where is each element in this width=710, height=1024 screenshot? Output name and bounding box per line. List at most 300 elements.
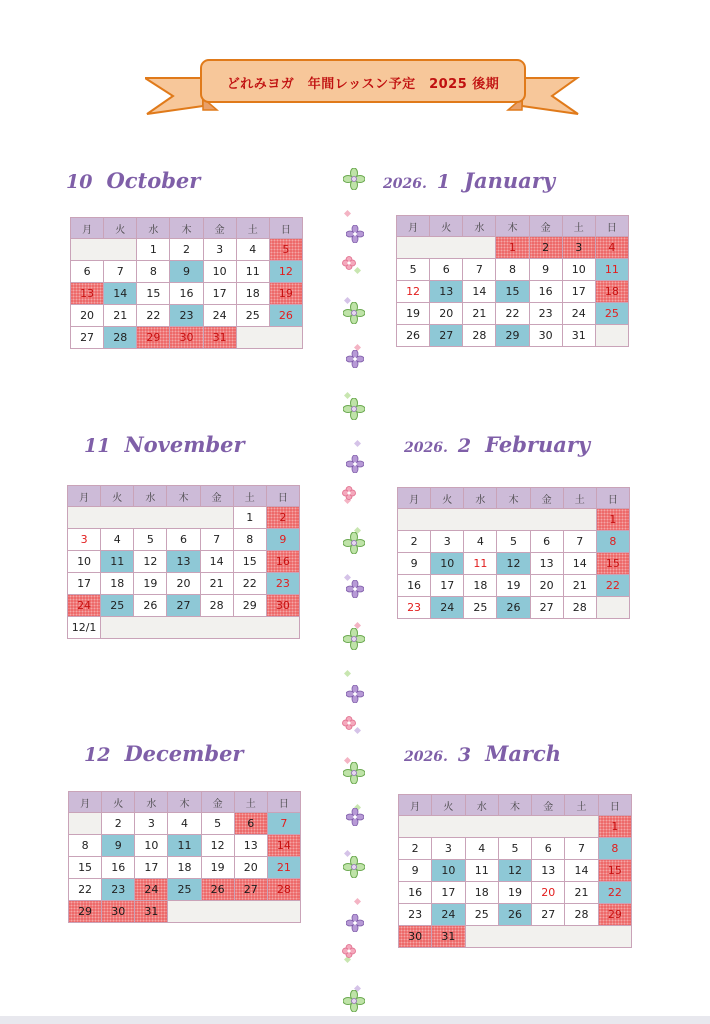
month-number: 1 <box>436 171 451 193</box>
day-cell: 26 <box>498 904 531 926</box>
day-cell: 17 <box>431 575 464 597</box>
calendar-march <box>398 794 632 948</box>
week-row <box>397 325 629 347</box>
day-cell: 21 <box>267 857 300 879</box>
month-title-january <box>383 168 555 193</box>
week-row <box>399 838 632 860</box>
day-cell: 8 <box>598 838 631 860</box>
day-cell: 6 <box>234 813 267 835</box>
month-number: 2 <box>457 435 472 457</box>
day-cell: 1 <box>596 509 629 531</box>
day-cell: 15 <box>137 283 170 305</box>
day-cell: 4 <box>236 239 269 261</box>
week-row <box>399 904 632 926</box>
day-cell: 29 <box>233 595 266 617</box>
day-cell: 11 <box>168 835 201 857</box>
weekday-label: 土 <box>563 488 596 509</box>
weekday-label: 月 <box>397 216 430 237</box>
day-cell: 20 <box>71 305 104 327</box>
day-cell: 5 <box>397 259 430 281</box>
day-cell: 10 <box>68 551 101 573</box>
day-cell: 8 <box>596 531 629 553</box>
weekday-label: 水 <box>463 216 496 237</box>
day-cell: 26 <box>269 305 302 327</box>
week-row <box>398 553 630 575</box>
day-cell: 7 <box>267 813 300 835</box>
month-title-march <box>404 741 561 766</box>
pink-flower-icon <box>342 485 356 504</box>
day-cell: 18 <box>595 281 628 303</box>
day-cell: 21 <box>565 882 598 904</box>
weekday-label: 水 <box>464 488 497 509</box>
month-year: 2026. <box>404 440 448 456</box>
week-row <box>397 237 629 259</box>
week-row <box>398 575 630 597</box>
purple-flower-icon <box>346 685 364 707</box>
diamond-dot-icon <box>354 890 361 909</box>
day-cell: 1 <box>137 239 170 261</box>
green-flower-icon <box>343 856 365 882</box>
day-cell: 22 <box>137 305 170 327</box>
week-row <box>399 860 632 882</box>
weekday-label: 日 <box>269 218 302 239</box>
weekday-header-row <box>68 486 300 507</box>
week-row <box>71 283 303 305</box>
month-year: 2026. <box>404 749 448 765</box>
day-cell: 16 <box>102 857 135 879</box>
day-cell: 4 <box>465 838 498 860</box>
day-cell: 26 <box>201 879 234 901</box>
day-cell: 3 <box>432 838 465 860</box>
day-cell: 10 <box>135 835 168 857</box>
calendar-december <box>68 791 301 923</box>
day-cell: 14 <box>200 551 233 573</box>
empty-cell <box>168 901 301 923</box>
day-cell: 15 <box>69 857 102 879</box>
day-cell: 8 <box>137 261 170 283</box>
diamond-dot-icon <box>354 432 361 451</box>
calendar-february <box>397 487 630 619</box>
empty-cell <box>398 509 597 531</box>
day-cell: 23 <box>170 305 203 327</box>
month-number: 3 <box>457 744 472 766</box>
day-cell: 15 <box>496 281 529 303</box>
day-cell: 24 <box>431 597 464 619</box>
day-cell: 11 <box>101 551 134 573</box>
day-cell: 23 <box>399 904 432 926</box>
day-cell: 13 <box>532 860 565 882</box>
green-flower-icon <box>343 762 365 788</box>
weekday-header-row <box>399 795 632 816</box>
day-cell: 25 <box>236 305 269 327</box>
weekday-label: 金 <box>532 795 565 816</box>
day-cell: 26 <box>134 595 167 617</box>
month-title-december <box>84 741 244 766</box>
empty-cell <box>465 926 631 948</box>
day-cell: 21 <box>104 305 137 327</box>
week-row <box>398 509 630 531</box>
day-cell: 29 <box>598 904 631 926</box>
day-cell: 1 <box>233 507 266 529</box>
day-cell: 27 <box>167 595 200 617</box>
weekday-label: 月 <box>71 218 104 239</box>
day-cell: 23 <box>529 303 562 325</box>
day-cell: 18 <box>236 283 269 305</box>
day-cell: 24 <box>68 595 101 617</box>
empty-cell <box>101 617 300 639</box>
day-cell: 30 <box>399 926 432 948</box>
day-cell: 6 <box>430 259 463 281</box>
day-cell: 28 <box>104 327 137 349</box>
empty-cell <box>397 237 496 259</box>
day-cell: 2 <box>102 813 135 835</box>
weekday-header-row <box>69 792 301 813</box>
day-cell: 2 <box>399 838 432 860</box>
day-cell: 19 <box>397 303 430 325</box>
month-title-october <box>66 168 200 193</box>
day-cell: 29 <box>496 325 529 347</box>
day-cell: 22 <box>496 303 529 325</box>
day-cell: 30 <box>266 595 299 617</box>
day-cell: 19 <box>497 575 530 597</box>
weekday-label: 水 <box>465 795 498 816</box>
week-row <box>68 507 300 529</box>
weekday-label: 火 <box>104 218 137 239</box>
day-cell: 17 <box>135 857 168 879</box>
weekday-label: 火 <box>432 795 465 816</box>
green-flower-icon <box>343 398 365 424</box>
month-name: January <box>464 168 556 193</box>
day-cell: 15 <box>233 551 266 573</box>
weekday-label: 火 <box>101 486 134 507</box>
day-cell: 31 <box>135 901 168 923</box>
purple-flower-icon <box>346 225 364 247</box>
green-flower-icon <box>343 302 365 328</box>
day-cell: 11 <box>595 259 628 281</box>
day-cell: 22 <box>233 573 266 595</box>
weekday-header-row <box>398 488 630 509</box>
day-cell: 12 <box>498 860 531 882</box>
day-cell: 19 <box>201 857 234 879</box>
month-number: 12 <box>84 744 111 766</box>
day-cell: 14 <box>563 553 596 575</box>
day-cell: 2 <box>266 507 299 529</box>
day-cell: 2 <box>170 239 203 261</box>
day-cell: 24 <box>432 904 465 926</box>
day-cell: 13 <box>234 835 267 857</box>
day-cell: 3 <box>68 529 101 551</box>
weekday-label: 木 <box>496 216 529 237</box>
day-cell: 30 <box>529 325 562 347</box>
day-cell: 17 <box>203 283 236 305</box>
purple-flower-icon <box>346 914 364 936</box>
empty-cell <box>399 816 599 838</box>
month-number: 10 <box>66 171 93 193</box>
day-cell: 21 <box>563 575 596 597</box>
month-title-february <box>404 432 590 457</box>
week-row <box>398 531 630 553</box>
weekday-label: 金 <box>530 488 563 509</box>
week-row <box>68 573 300 595</box>
day-cell: 24 <box>562 303 595 325</box>
day-cell: 28 <box>563 597 596 619</box>
day-cell: 27 <box>430 325 463 347</box>
week-row <box>398 597 630 619</box>
day-cell: 7 <box>565 838 598 860</box>
day-cell: 7 <box>563 531 596 553</box>
day-cell: 3 <box>562 237 595 259</box>
purple-flower-icon <box>346 580 364 602</box>
day-cell: 7 <box>200 529 233 551</box>
weekday-label: 木 <box>497 488 530 509</box>
day-cell: 31 <box>432 926 465 948</box>
day-cell: 10 <box>203 261 236 283</box>
day-cell: 18 <box>101 573 134 595</box>
weekday-label: 火 <box>431 488 464 509</box>
day-cell: 20 <box>167 573 200 595</box>
day-cell: 16 <box>529 281 562 303</box>
day-cell: 3 <box>135 813 168 835</box>
day-cell: 27 <box>71 327 104 349</box>
day-cell: 9 <box>102 835 135 857</box>
day-cell: 4 <box>464 531 497 553</box>
day-cell: 11 <box>465 860 498 882</box>
week-row <box>68 529 300 551</box>
weekday-label: 火 <box>102 792 135 813</box>
day-cell: 14 <box>463 281 496 303</box>
purple-flower-icon <box>346 350 364 372</box>
purple-flower-icon <box>346 455 364 477</box>
day-cell: 26 <box>397 325 430 347</box>
day-cell: 21 <box>200 573 233 595</box>
week-row <box>399 882 632 904</box>
day-cell: 9 <box>266 529 299 551</box>
pink-flower-icon <box>342 715 356 734</box>
day-cell: 3 <box>203 239 236 261</box>
day-cell: 5 <box>497 531 530 553</box>
day-cell: 9 <box>399 860 432 882</box>
week-row <box>71 239 303 261</box>
day-cell: 1 <box>496 237 529 259</box>
weekday-label: 金 <box>529 216 562 237</box>
day-cell: 26 <box>497 597 530 619</box>
day-cell: 4 <box>595 237 628 259</box>
day-cell: 9 <box>170 261 203 283</box>
day-cell: 12 <box>397 281 430 303</box>
month-number: 11 <box>84 435 111 457</box>
empty-cell <box>595 325 628 347</box>
day-cell: 30 <box>170 327 203 349</box>
day-cell: 28 <box>200 595 233 617</box>
day-cell: 21 <box>463 303 496 325</box>
day-cell: 8 <box>496 259 529 281</box>
green-flower-icon <box>343 532 365 558</box>
day-cell: 27 <box>234 879 267 901</box>
weekday-label: 木 <box>170 218 203 239</box>
day-cell: 24 <box>203 305 236 327</box>
day-cell: 4 <box>101 529 134 551</box>
green-flower-icon <box>343 990 365 1016</box>
weekday-label: 月 <box>68 486 101 507</box>
week-row <box>399 926 632 948</box>
day-cell: 23 <box>102 879 135 901</box>
day-cell: 31 <box>562 325 595 347</box>
day-cell: 28 <box>463 325 496 347</box>
week-row <box>397 303 629 325</box>
day-cell: 17 <box>432 882 465 904</box>
week-row <box>68 551 300 573</box>
day-cell: 5 <box>498 838 531 860</box>
week-row <box>397 259 629 281</box>
month-name: October <box>106 168 201 193</box>
day-cell: 5 <box>269 239 302 261</box>
day-cell: 18 <box>465 882 498 904</box>
day-cell: 11 <box>464 553 497 575</box>
week-row <box>71 327 303 349</box>
weekday-label: 木 <box>167 486 200 507</box>
week-row <box>68 595 300 617</box>
bottom-bar <box>0 1016 710 1024</box>
week-row <box>69 835 301 857</box>
week-row <box>399 816 632 838</box>
day-cell: 16 <box>399 882 432 904</box>
month-name: December <box>124 741 244 766</box>
weekday-label: 日 <box>598 795 631 816</box>
day-cell: 20 <box>532 882 565 904</box>
day-cell: 11 <box>236 261 269 283</box>
day-cell: 28 <box>565 904 598 926</box>
day-cell: 9 <box>529 259 562 281</box>
week-row <box>69 813 301 835</box>
day-cell: 6 <box>532 838 565 860</box>
green-flower-icon <box>343 168 365 194</box>
weekday-label: 水 <box>137 218 170 239</box>
title-banner <box>145 54 580 124</box>
weekday-label: 日 <box>267 792 300 813</box>
day-cell: 4 <box>168 813 201 835</box>
weekday-label: 金 <box>203 218 236 239</box>
day-cell: 23 <box>266 573 299 595</box>
diamond-dot-icon <box>344 202 351 221</box>
day-cell: 12 <box>134 551 167 573</box>
day-cell: 12 <box>269 261 302 283</box>
day-cell: 30 <box>102 901 135 923</box>
day-cell: 9 <box>398 553 431 575</box>
day-cell: 28 <box>267 879 300 901</box>
day-cell: 18 <box>464 575 497 597</box>
weekday-label: 月 <box>398 488 431 509</box>
day-cell: 13 <box>167 551 200 573</box>
day-cell: 22 <box>596 575 629 597</box>
week-row <box>397 281 629 303</box>
day-cell: 27 <box>532 904 565 926</box>
day-cell: 10 <box>432 860 465 882</box>
pink-flower-icon <box>342 255 356 274</box>
day-cell: 12 <box>497 553 530 575</box>
day-cell: 13 <box>71 283 104 305</box>
day-cell: 7 <box>104 261 137 283</box>
day-cell: 12 <box>201 835 234 857</box>
day-cell: 20 <box>530 575 563 597</box>
week-row <box>69 901 301 923</box>
empty-cell <box>236 327 302 349</box>
day-cell: 18 <box>168 857 201 879</box>
empty-cell <box>596 597 629 619</box>
weekday-label: 土 <box>236 218 269 239</box>
weekday-label: 日 <box>596 488 629 509</box>
day-cell: 13 <box>430 281 463 303</box>
day-cell: 3 <box>431 531 464 553</box>
day-cell: 25 <box>101 595 134 617</box>
purple-flower-icon <box>346 808 364 830</box>
day-cell: 12/1 <box>68 617 101 639</box>
day-cell: 1 <box>598 816 631 838</box>
week-row <box>71 261 303 283</box>
empty-cell <box>69 813 102 835</box>
day-cell: 23 <box>398 597 431 619</box>
day-cell: 19 <box>134 573 167 595</box>
day-cell: 31 <box>203 327 236 349</box>
day-cell: 20 <box>430 303 463 325</box>
weekday-label: 土 <box>234 792 267 813</box>
day-cell: 20 <box>234 857 267 879</box>
weekday-label: 火 <box>430 216 463 237</box>
day-cell: 19 <box>498 882 531 904</box>
pink-flower-icon <box>342 943 356 962</box>
empty-cell <box>71 239 137 261</box>
day-cell: 25 <box>465 904 498 926</box>
weekday-label: 木 <box>168 792 201 813</box>
calendar-november <box>67 485 300 639</box>
day-cell: 8 <box>233 529 266 551</box>
calendar-january <box>396 215 629 347</box>
day-cell: 7 <box>463 259 496 281</box>
day-cell: 6 <box>530 531 563 553</box>
diamond-dot-icon <box>344 662 351 681</box>
day-cell: 16 <box>398 575 431 597</box>
day-cell: 22 <box>598 882 631 904</box>
green-flower-icon <box>343 628 365 654</box>
weekday-label: 日 <box>266 486 299 507</box>
day-cell: 27 <box>530 597 563 619</box>
day-cell: 8 <box>69 835 102 857</box>
month-title-november <box>84 432 245 457</box>
day-cell: 19 <box>269 283 302 305</box>
day-cell: 14 <box>267 835 300 857</box>
banner-title: どれみヨガ 年間レッスン予定 2025 後期 <box>226 77 500 92</box>
empty-cell <box>68 507 234 529</box>
week-row <box>69 857 301 879</box>
month-name: November <box>124 432 245 457</box>
day-cell: 10 <box>431 553 464 575</box>
weekday-label: 水 <box>134 486 167 507</box>
weekday-label: 土 <box>562 216 595 237</box>
weekday-label: 日 <box>595 216 628 237</box>
week-row <box>71 305 303 327</box>
weekday-label: 土 <box>233 486 266 507</box>
weekday-header-row <box>397 216 629 237</box>
month-name: February <box>485 432 591 457</box>
weekday-label: 水 <box>135 792 168 813</box>
day-cell: 25 <box>464 597 497 619</box>
day-cell: 10 <box>562 259 595 281</box>
month-year: 2026. <box>383 176 427 192</box>
weekday-label: 月 <box>69 792 102 813</box>
day-cell: 15 <box>596 553 629 575</box>
weekday-label: 土 <box>565 795 598 816</box>
day-cell: 29 <box>137 327 170 349</box>
day-cell: 22 <box>69 879 102 901</box>
